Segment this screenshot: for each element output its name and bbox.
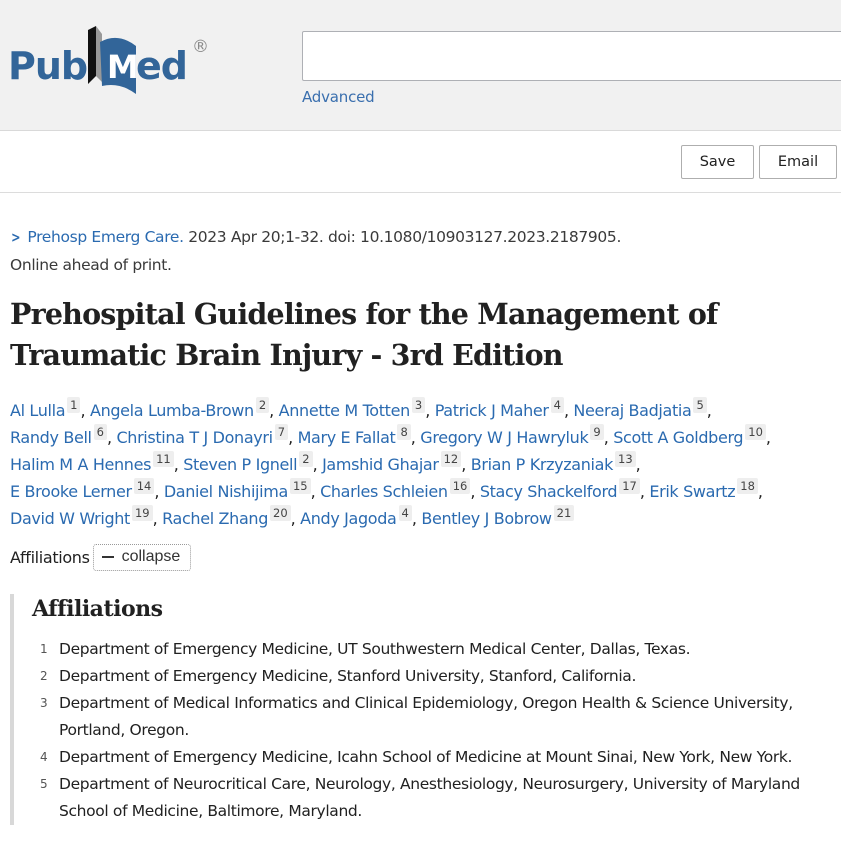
author-link[interactable]: Al Lulla [10,401,66,420]
author-item [116,425,288,447]
affiliation-ref-badge[interactable]: 2 [299,451,312,467]
author-item [10,479,154,501]
author-item [162,506,291,528]
affiliation-ref-badge[interactable]: 1 [67,397,80,413]
author-link[interactable]: Jamshid Ghajar [322,455,439,474]
collapse-affiliations-button[interactable] [93,544,192,571]
author-item [10,506,153,528]
author-link[interactable]: Angela Lumba-Brown [89,401,254,420]
affiliation-ref-badge[interactable]: 18 [737,478,758,494]
affiliation-ref-badge[interactable]: 21 [554,505,575,521]
author-item [10,452,174,474]
author-link[interactable]: David W Wright [10,509,130,528]
affiliation-number: 2 [40,669,48,683]
collapse-label: collapse [121,548,181,565]
affiliation-item [32,663,830,690]
chevron-right-icon[interactable]: > [11,230,21,246]
author-link[interactable]: Christina T J Donayri [116,428,273,447]
author-item [163,479,311,501]
affiliation-ref-badge[interactable]: 16 [450,478,471,494]
affiliation-item [32,690,830,744]
affiliation-ref-badge[interactable]: 19 [132,505,153,521]
affiliation-ref-badge[interactable]: 4 [399,505,412,521]
advanced-search-link[interactable]: Advanced [302,88,375,106]
affiliation-text: Department of Emergency Medicine, Stanford University, Stanford, California. [59,667,637,685]
affiliation-ref-badge[interactable]: 7 [275,424,288,440]
affiliation-ref-badge[interactable]: 9 [590,424,603,440]
author-item [320,479,470,501]
author-item [89,398,269,420]
svg-text:M: M [107,48,139,86]
affiliation-ref-badge[interactable]: 15 [290,478,311,494]
pubmed-logo-icon [8,24,218,96]
affiliation-ref-badge[interactable]: 13 [615,451,636,467]
author-item [420,425,603,447]
author-item [183,452,312,474]
affiliation-item [32,771,830,825]
author-link[interactable]: Bentley J Bobrow [421,509,552,528]
author-link[interactable]: Daniel Nishijima [163,482,288,501]
affiliation-text: Department of Medical Informatics and Clinical Epidemiology, Oregon Health & Science University, Portland, Oregon. [59,694,793,739]
author-item [10,425,107,447]
affiliation-text: Department of Emergency Medicine, Icahn School of Medicine at Mount Sinai, New York, New York. [59,748,793,766]
author-link[interactable]: Annette M Totten [278,401,410,420]
author-item [649,479,758,501]
author-link[interactable]: Randy Bell [10,428,92,447]
affiliation-number: 3 [40,696,48,710]
author-link[interactable]: Halim M A Hennes [10,455,152,474]
affiliation-ref-badge[interactable]: 10 [745,424,766,440]
author-link[interactable]: Scott A Goldberg [613,428,744,447]
author-item [573,398,706,420]
affiliation-ref-badge[interactable]: 20 [270,505,291,521]
affiliations-heading: Affiliations [32,596,163,622]
citation-details: 2023 Apr 20;1-32. doi: 10.1080/10903127.2023.2187905. [183,228,622,246]
affiliation-ref-badge[interactable]: 5 [693,397,706,413]
author-item [297,425,411,447]
author-link[interactable]: Stacy Shackelford [479,482,618,501]
affiliation-ref-badge[interactable]: 4 [551,397,564,413]
svg-text:Pub: Pub [8,44,88,88]
affiliation-text: Department of Neurocritical Care, Neurology, Anesthesiology, Neurosurgery, University of Maryland School of Medicine, Baltimore, Maryland. [59,775,800,820]
author-link[interactable]: E Brooke Lerner [10,482,132,501]
pubmed-logo[interactable] [8,24,218,96]
affiliation-ref-badge[interactable]: 17 [619,478,640,494]
author-link[interactable]: Mary E Fallat [297,428,396,447]
affiliations-label: Affiliations [10,548,90,567]
affiliation-ref-badge[interactable]: 12 [441,451,462,467]
email-button[interactable]: Email [759,145,837,179]
affiliation-item [32,636,830,663]
author-link[interactable]: Neeraj Badjatia [573,401,692,420]
affiliation-ref-badge[interactable]: 8 [397,424,410,440]
article-title: Prehospital Guidelines for the Management of Traumatic Brain Injury - 3rd Edition [10,297,718,372]
actions-bar [0,131,841,193]
author-link[interactable]: Gregory W J Hawryluk [420,428,589,447]
affiliation-ref-badge[interactable]: 11 [153,451,174,467]
affiliation-number: 4 [40,750,48,764]
citation-line [10,224,840,279]
author-item [300,506,412,528]
publication-status: Online ahead of print. [10,256,172,274]
journal-link[interactable]: Prehosp Emerg Care. [27,228,184,246]
author-item [479,479,640,501]
author-link[interactable]: Rachel Zhang [162,509,268,528]
author-link[interactable]: Erik Swartz [649,482,736,501]
affiliations-section [10,594,830,825]
affiliation-number: 5 [40,777,48,791]
author-item [10,398,80,420]
site-header [0,0,841,131]
affiliations-toggle-row [10,544,191,571]
author-link[interactable]: Brian P Krzyzaniak [470,455,613,474]
author-link[interactable]: Steven P Ignell [183,455,298,474]
affiliation-ref-badge[interactable]: 14 [134,478,155,494]
svg-text:ed: ed [136,44,187,88]
author-item [434,398,564,420]
author-link[interactable]: Patrick J Maher [434,401,549,420]
affiliation-number: 1 [40,642,48,656]
svg-text:®: ® [192,37,209,57]
affiliation-ref-badge[interactable]: 2 [256,397,269,413]
authors-list: Al Lulla 1 , Angela Lumba-Brown 2 , Annette M Totten 3 , Patrick J Maher 4 , Neeraj Badjatia 5 , Randy Bell 6 , Christina T J Donayri 7 , Mary E Fallat 8 , Gregory W J Hawryluk 9 , Scott A Goldberg 10 , Halim M A Hennes 11 , Steven P Ignell 2 , Jamshid Ghajar 12 , Brian P Krzyzaniak 13 , E Brooke Lerner 14 , Daniel Nishijima 15 , Charles Schleien 16 , Stacy Shackelford 17 , Erik Swartz 18 , David W Wright 19 , Rachel Zhang 20 , Andy Jagoda 4 , Bentley J Bobrow 21 [10,398,771,528]
affiliation-text: Department of Emergency Medicine, UT Southwestern Medical Center, Dallas, Texas. [59,640,691,658]
affiliation-ref-badge[interactable]: 3 [412,397,425,413]
affiliations-list [32,636,830,825]
save-button[interactable]: Save [681,145,754,179]
author-item [613,425,766,447]
author-link[interactable]: Andy Jagoda [300,509,397,528]
minus-icon [102,556,114,558]
author-item [322,452,461,474]
author-item [278,398,426,420]
author-item [470,452,636,474]
affiliation-item [32,744,830,771]
search-input[interactable] [302,31,841,81]
affiliation-ref-badge[interactable]: 6 [94,424,107,440]
author-item [421,506,574,528]
author-link[interactable]: Charles Schleien [320,482,448,501]
